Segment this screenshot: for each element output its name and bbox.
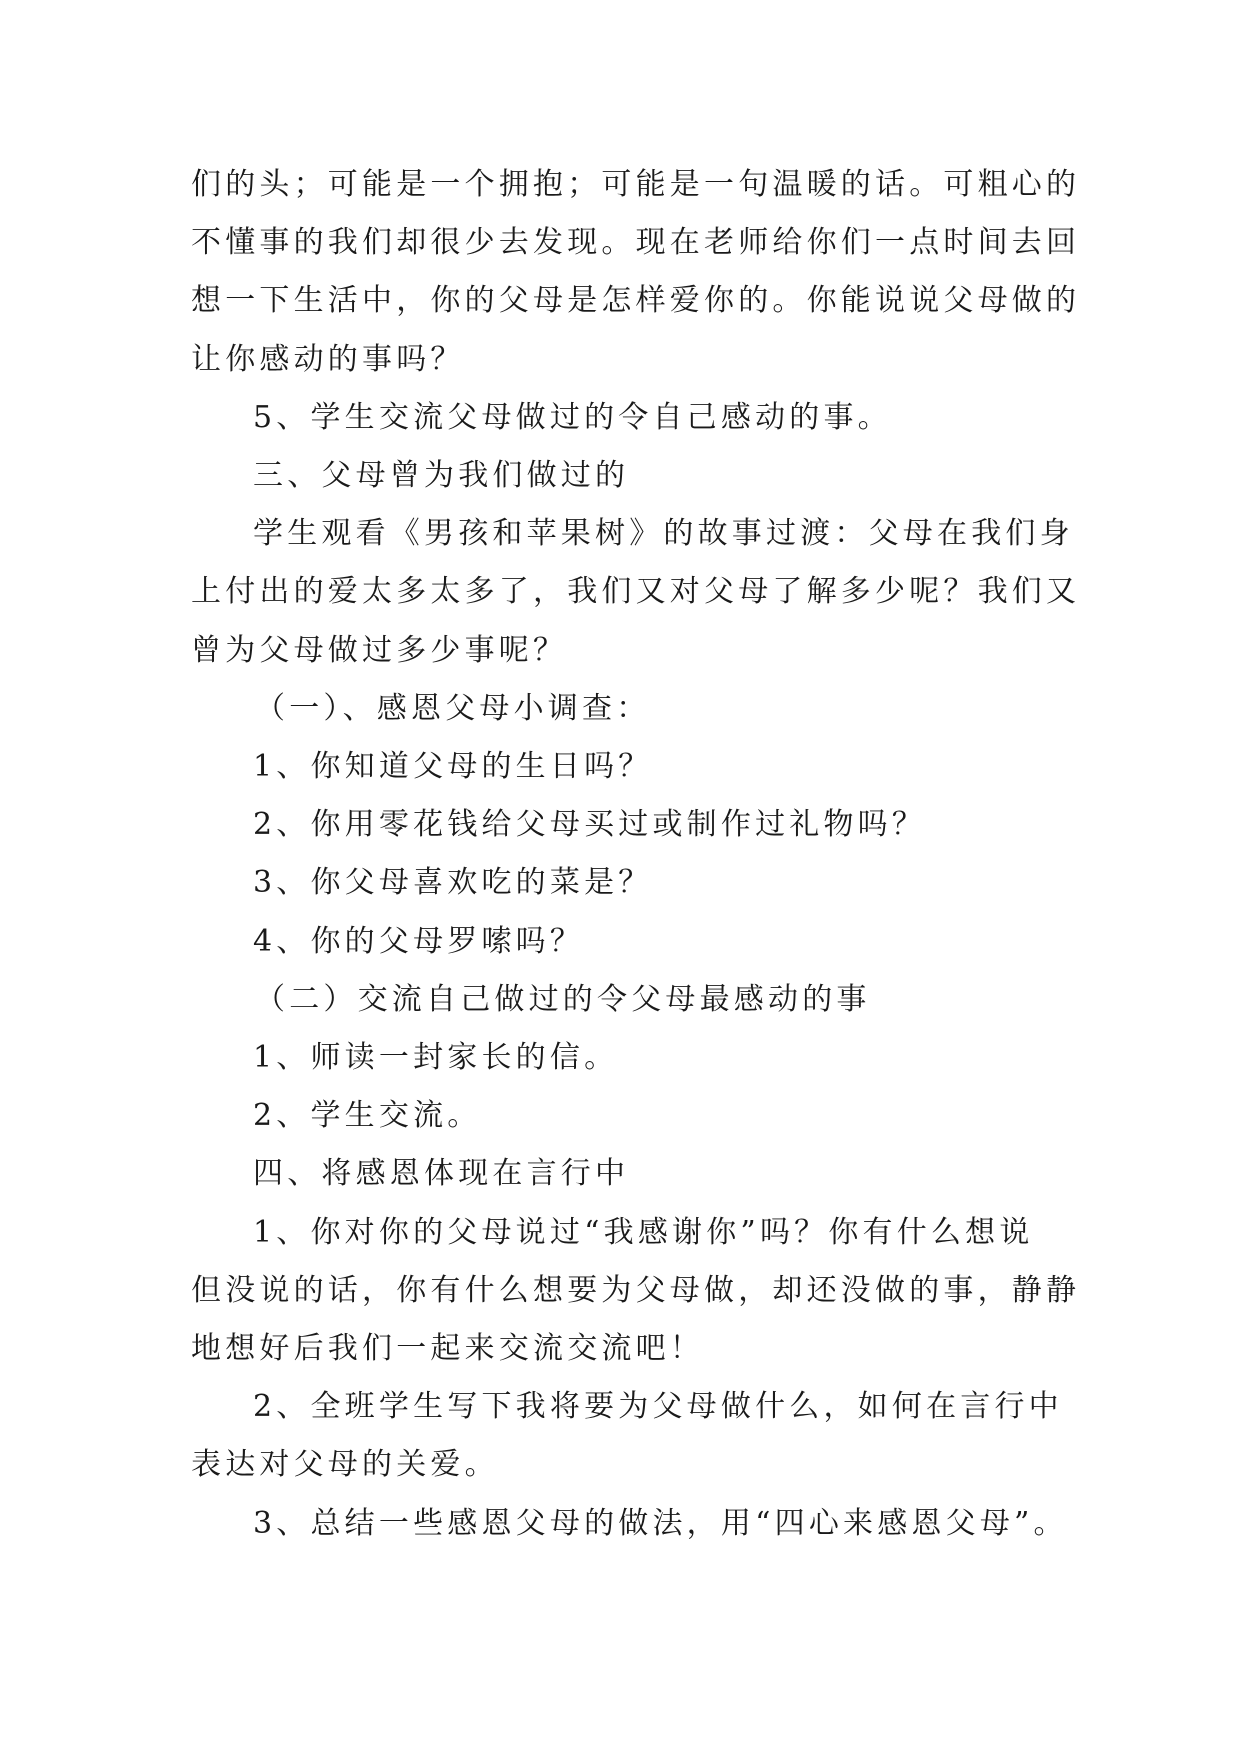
subsection-heading: （二）交流自己做过的令父母最感动的事: [255, 981, 871, 1017]
paragraph-line: 地想好后我们一起来交流交流吧！: [191, 1331, 704, 1367]
paragraph-line: 表达对父母的关爱。: [191, 1447, 499, 1483]
section-heading: 四、将感恩体现在言行中: [253, 1156, 630, 1192]
list-item: 4、你的父母罗嗦吗？: [253, 923, 585, 959]
paragraph-line: 但没说的话，你有什么想要为父母做，却还没做的事，静静: [191, 1272, 1081, 1308]
paragraph-line: 想一下生活中，你的父母是怎样爱你的。你能说说父母做的: [191, 283, 1081, 319]
list-item: 5、学生交流父母做过的令自己感动的事。: [253, 399, 892, 435]
section-heading: 三、父母曾为我们做过的: [253, 458, 630, 494]
list-item: 3、你父母喜欢吃的菜是？: [253, 865, 653, 901]
list-item: 3、总结一些感恩父母的做法，用“四心来感恩父母”。: [253, 1505, 1068, 1541]
paragraph-line: 们的头；可能是一个拥抱；可能是一句温暖的话。可粗心的: [191, 167, 1081, 202]
list-item: 2、全班学生写下我将要为父母做什么，如何在言行中: [253, 1389, 1063, 1425]
list-item: 1、你知道父母的生日吗？: [253, 749, 653, 785]
list-item: 1、师读一封家长的信。: [253, 1040, 619, 1076]
list-item: 2、你用零花钱给父母买过或制作过礼物吗？: [253, 807, 927, 843]
list-item: 1、你对你的父母说过“我感谢你”吗？你有什么想说: [253, 1214, 1034, 1250]
list-item: 2、学生交流。: [253, 1098, 482, 1134]
paragraph-line: 不懂事的我们却很少去发现。现在老师给你们一点时间去回: [191, 225, 1081, 261]
paragraph-line: 让你感动的事吗？: [191, 341, 465, 377]
paragraph-line: 曾为父母做过多少事呢？: [191, 632, 568, 668]
subsection-heading: （一）、感恩父母小调查：: [255, 690, 651, 726]
paragraph-line: 上付出的爱太多太多了，我们又对父母了解多少呢？我们又: [191, 574, 1081, 610]
document-body: [191, 156, 1081, 1553]
paragraph-line: 学生观看《男孩和苹果树》的故事过渡：父母在我们身: [253, 516, 1074, 552]
